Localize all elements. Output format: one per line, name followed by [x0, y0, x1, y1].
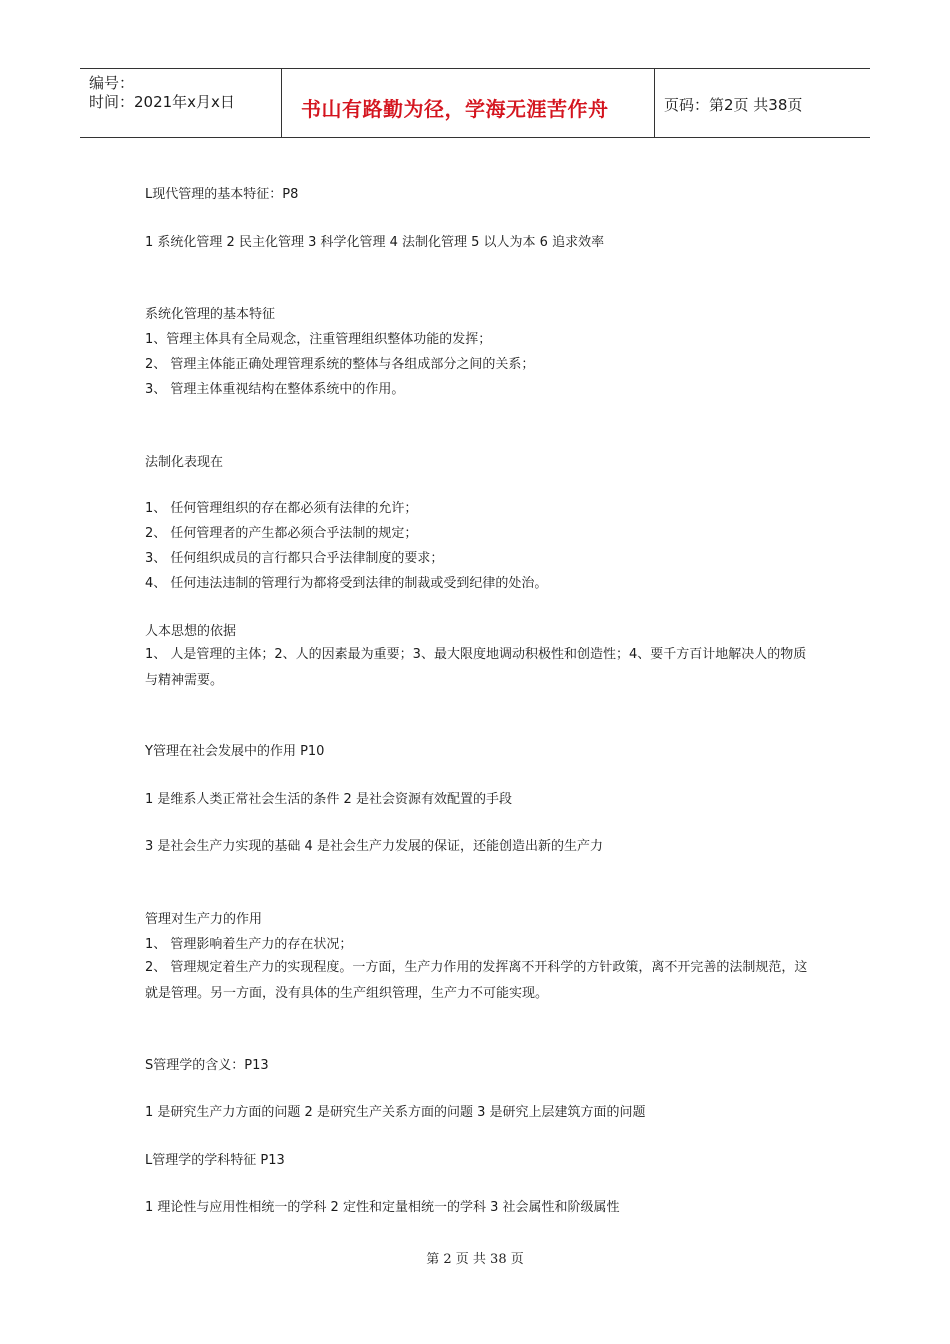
section-heading-management-meaning: S管理学的含义：P13	[145, 1058, 269, 1073]
paragraph-line: 1 是维系人类正常社会生活的条件 2 是社会资源有效配置的手段	[145, 792, 512, 807]
document-number-label: 编号：	[89, 74, 135, 92]
section-heading-modern-management-features: L现代管理的基本特征：P8	[145, 187, 299, 202]
section-heading-management-role: Y管理在社会发展中的作用 P10	[145, 744, 325, 759]
subheading-humanism-basis: 人本思想的依据	[145, 624, 237, 639]
subheading-legalization: 法制化表现在	[145, 455, 224, 470]
list-item: 2、 管理主体能正确处理管理系统的整体与各组成部分之间的关系；	[145, 357, 535, 372]
header-motto-cell	[282, 69, 655, 137]
paragraph-wrapped: 2、 管理规定着生产力的实现程度。一方面，生产力作用的发挥离不开科学的方针政策，离不开完善的法制规范，这就是管理。另一方面，没有具体的生产组织管理，生产力不可能实现。	[145, 960, 808, 1001]
section-heading-discipline-features: L管理学的学科特征 P13	[145, 1153, 285, 1168]
paragraph-line: 1 理论性与应用性相统一的学科 2 定性和定量相统一的学科 3 社会属性和阶级属性	[145, 1200, 620, 1215]
paragraph-line: 1 系统化管理 2 民主化管理 3 科学化管理 4 法制化管理 5 以人为本 6 追求效率	[145, 235, 605, 250]
subheading-management-productivity: 管理对生产力的作用	[145, 912, 263, 927]
motto-text: 书山有路勤为径，学海无涯苦作舟	[301, 97, 609, 121]
paragraph-line: 3 是社会生产力实现的基础 4 是社会生产力发展的保证，还能创造出新的生产力	[145, 839, 603, 854]
page-number-label: 页码：第2页 共38页	[664, 96, 803, 114]
subheading-system-management: 系统化管理的基本特征	[145, 307, 276, 322]
list-item: 1、 管理影响着生产力的存在状况；	[145, 937, 353, 952]
page-footer: 第 2 页 共 38 页	[426, 1252, 524, 1267]
paragraph-wrapped: 1、 人是管理的主体；2、人的因素最为重要；3、最大限度地调动积极性和创造性；4、要千方百计地解决人的物质与精神需要。	[145, 647, 807, 688]
document-time-label: 时间：2021年x月x日	[89, 93, 235, 111]
paragraph-line: 1 是研究生产力方面的问题 2 是研究生产关系方面的问题 3 是研究上层建筑方面的问题	[145, 1105, 646, 1120]
list-item: 3、 管理主体重视结构在整体系统中的作用。	[145, 382, 405, 397]
header-table	[80, 68, 870, 138]
list-item: 1、 任何管理组织的存在都必须有法律的允许；	[145, 501, 418, 516]
header-info-cell	[80, 69, 282, 137]
list-item: 2、 任何管理者的产生都必须合乎法制的规定；	[145, 526, 418, 541]
list-item: 1、管理主体具有全局观念，注重管理组织整体功能的发挥；	[145, 332, 492, 347]
list-item: 4、 任何违法违制的管理行为都将受到法律的制裁或受到纪律的处治。	[145, 576, 548, 591]
list-item: 3、 任何组织成员的言行都只合乎法律制度的要求；	[145, 551, 444, 566]
header-page-cell	[655, 69, 870, 137]
